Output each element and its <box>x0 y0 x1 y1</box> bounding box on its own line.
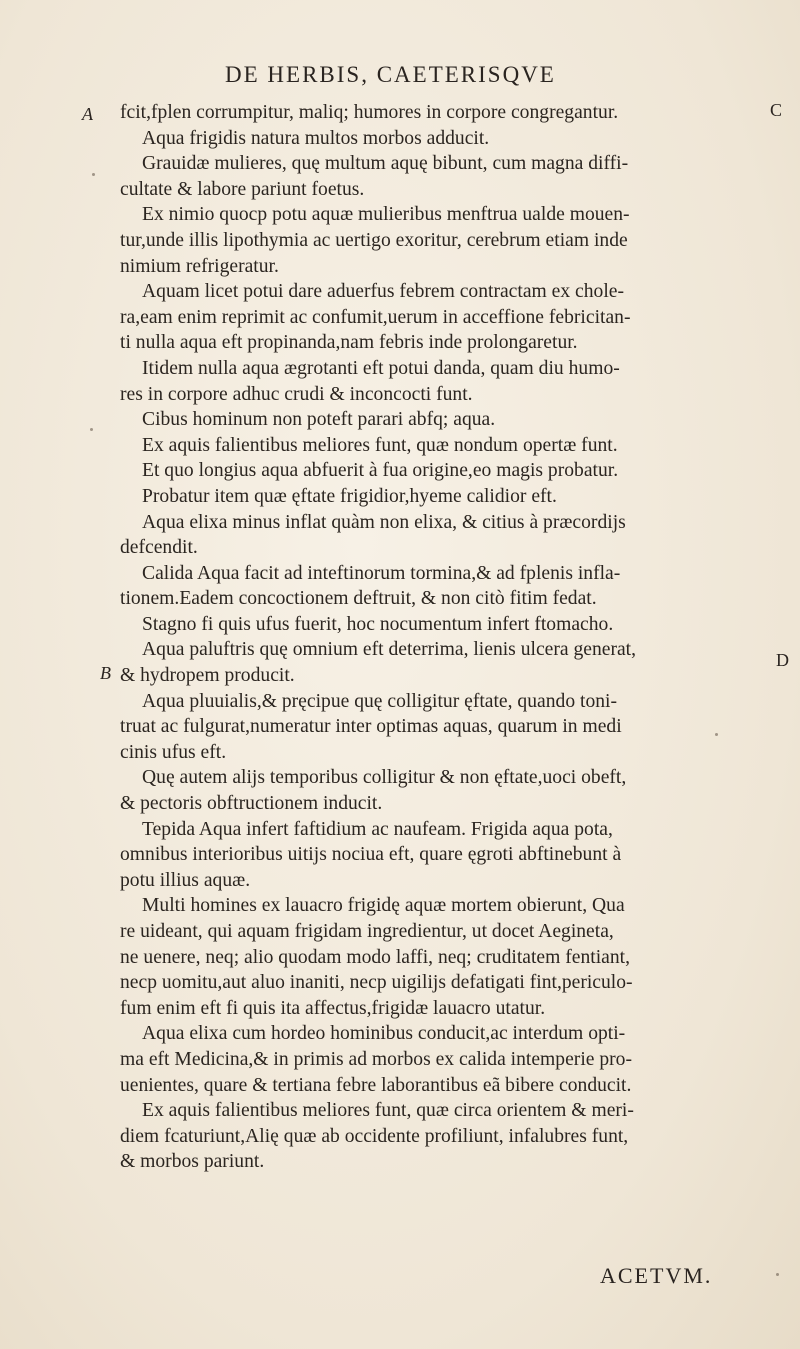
text-line: nimium refrigeratur. <box>120 255 279 277</box>
margin-letter-c: C <box>770 100 783 120</box>
body-text <box>120 100 788 1175</box>
text-line: Aqua elixa cum hordeo hominibus conducit,ac interdum opti- <box>142 1023 626 1045</box>
text-line: & morbos pariunt. <box>120 1151 265 1173</box>
ink-speck <box>715 733 718 736</box>
text-line: Aquam licet potui dare aduerfus febrem contractam ex chole- <box>142 281 625 303</box>
margin-letter-d: D <box>776 650 789 670</box>
text-line: cultate & labore pariunt foetus. <box>120 178 365 200</box>
ink-speck <box>90 428 93 431</box>
text-line: omnibus interioribus uitijs nociua eft, quare ęgroti abftinebunt à <box>120 844 622 866</box>
text-line: Calida Aqua facit ad inteftinorum tormina,& ad fplenis infla- <box>142 562 621 584</box>
text-line: Quę autem alijs temporibus colligitur & non ęftate,uoci obeft, <box>142 767 627 789</box>
text-line: fcit,fplen corrumpitur, maliq; humores in corpore congregantur. <box>120 102 619 123</box>
ink-speck <box>92 173 95 176</box>
text-line: tionem.Eadem concoctionem deftruit, & non citò fitim fedat. <box>120 588 597 610</box>
text-line: truat ac fulgurat,numeratur inter optimas aquas, quarum in medi <box>120 716 622 738</box>
text-line: Aqua frigidis natura multos morbos adducit. <box>142 127 490 149</box>
text-line: Grauidæ mulieres, quę multum aquę bibunt, cum magna diffi- <box>142 153 629 175</box>
text-line: res in corpore adhuc crudi & inconcocti funt. <box>120 383 473 405</box>
text-line: necp uomitu,aut aluo inaniti, necp uigilijs defatigati fint,periculo- <box>120 972 633 994</box>
text-line: diem fcaturiunt,Alię quæ ab occidente profiliunt, infalubres funt, <box>120 1125 629 1147</box>
text-line: Aqua elixa minus inflat quàm non elixa, & citius à præcordijs <box>142 511 626 533</box>
margin-letter-a: A <box>82 104 93 124</box>
text-line: & hydropem producit. <box>120 665 295 687</box>
text-line: ma eft Medicina,& in primis ad morbos ex calida intemperie pro- <box>120 1048 633 1070</box>
text-line: Probatur item quæ ęftate frigidior,hyeme calidior eft. <box>142 485 557 507</box>
text-line: uenientes, quare & tertiana febre laborantibus eã bibere conducit. <box>120 1074 632 1096</box>
text-line: cinis ufus eft. <box>120 741 227 763</box>
text-line: Stagno fi quis ufus fuerit, hoc nocumentum infert ftomacho. <box>142 613 614 635</box>
text-line: ne uenere, neq; alio quodam modo laffi, neq; cruditatem fentiant, <box>120 946 630 968</box>
text-line: Cibus hominum non poteft parari abfq; aqua. <box>142 409 496 431</box>
text-line: defcendit. <box>120 537 198 559</box>
text-line: Ex aquis falientibus meliores funt, quæ nondum opertæ funt. <box>142 434 618 456</box>
running-header: DE HERBIS, CAETERISQVE <box>225 62 556 87</box>
ink-speck <box>776 1273 779 1276</box>
text-line: Itidem nulla aqua ægrotanti eft potui danda, quam diu humo- <box>142 357 620 379</box>
text-line: Ex aquis falientibus meliores funt, quæ circa orientem & meri- <box>142 1100 634 1122</box>
text-line: Ex nimio quocp potu aquæ mulieribus menftrua ualde mouen- <box>142 204 630 226</box>
text-line: potu illius aquæ. <box>120 869 251 891</box>
margin-letter-b: B <box>100 663 111 683</box>
catchword: ACETVM. <box>600 1263 713 1288</box>
text-line: Et quo longius aqua abfuerit à fua origine,eo magis probatur. <box>142 460 619 482</box>
text-line: Aqua paluftris quę omnium eft deterrima, lienis ulcera generat, <box>142 639 637 661</box>
text-line: Tepida Aqua infert faftidium ac naufeam. Frigida aqua pota, <box>142 818 613 840</box>
text-line: Aqua pluuialis,& pręcipue quę colligitur ęftate, quando toni- <box>142 690 618 712</box>
text-line: Multi homines ex lauacro frigidę aquæ mortem obierunt, Qua <box>142 895 625 917</box>
text-line: & pectoris obftructionem inducit. <box>120 793 383 815</box>
text-line: tur,unde illis lipothymia ac uertigo exoritur, cerebrum etiam inde <box>120 229 628 251</box>
text-line: ra,eam enim reprimit ac confumit,uerum in acceffione febricitan- <box>120 306 631 328</box>
text-line: ti nulla aqua eft propinanda,nam febris inde prolongaretur. <box>120 332 578 354</box>
text-line: re uideant, qui aquam frigidam ingredientur, ut docet Aegineta, <box>120 921 614 942</box>
text-line: fum enim eft fi quis ita affectus,frigidæ lauacro utatur. <box>120 997 546 1019</box>
